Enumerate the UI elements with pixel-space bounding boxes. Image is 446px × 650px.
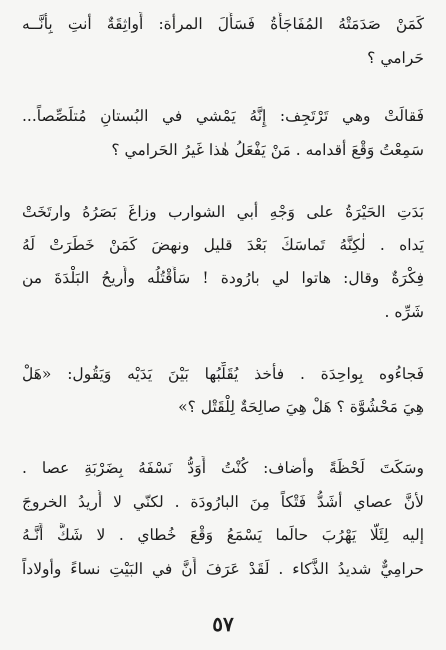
text-line: يَداه . لٰكِنَّهُ تَماسَكَ بَعْدَ قليل ونهضَ كَمَنْ خَطَرَتْ لَهُ	[22, 236, 424, 254]
text-line: حرامِيٌّ شديدُ الذَّكاء . لَقَدْ عَرَفَ أَنَّ في البَيْتِ نساءً وأولاداً	[22, 560, 424, 578]
text-line: بَدَتِ الحَيْرَةُ على وَجْهِ أبي الشوارب وزاغَ بَصَرُهُ وارتَخَتْ	[22, 203, 424, 221]
text-line: حَرامي ؟	[367, 49, 424, 67]
text-line: هِيَ مَحْشُوَّة ؟ هَلْ هِيَ صالِحَةٌ لِلْقَتْل ؟»	[178, 398, 424, 416]
text-line: فَجاءُوه بِواحِدَة . فأخذ يُقَلِّبُها بَيْنَ يَدَيْه وَيَقُول: «هَلْ	[22, 365, 424, 383]
text-line: فَقالَتْ وهي تَرْتَجِف: إِنَّهُ يَمْشي في البُستانِ مُتلَصِّصاً...	[22, 107, 424, 125]
text-line: سَمِعْتُ وَقْعَ أقدامه . مَنْ يَفْعَلُ هٰذا غَيرُ الحَرامي ؟	[111, 141, 424, 159]
page-number: ٥٧	[212, 612, 234, 636]
text-line: وسَكَتَ لَحْظَةً وأضاف: كُنْتُ أَوَدُّ نَسْفَهُ بِضَرْبَةِ عصا .	[22, 459, 424, 477]
text-line: لأنَّ عصاي أشَدُّ فَتْكاً مِنَ البارُودَة . لكنّي لا أُريدُ الخروجَ	[22, 493, 424, 511]
text-line: فِكْرَةٌ وقال: هاتوا لي بارُودة ! سَأَقْتُلُه وأُريحُ البَلْدَةَ من	[22, 269, 424, 287]
text-line: شَرِّه .	[384, 303, 424, 321]
text-line: كَمَنْ صَدَمَتْهُ المُفَاجَأَةُ فَسَأَلَ المرأة: أَواثِقَةٌ أنتِ بِأنَّــه	[22, 15, 424, 33]
text-line: إليه لِئَلّا يَهْرُبَ حالَما يَسْمَعُ وَقْعَ خُطاي . لا شَكَّ أَنَّـهُ	[22, 526, 424, 544]
